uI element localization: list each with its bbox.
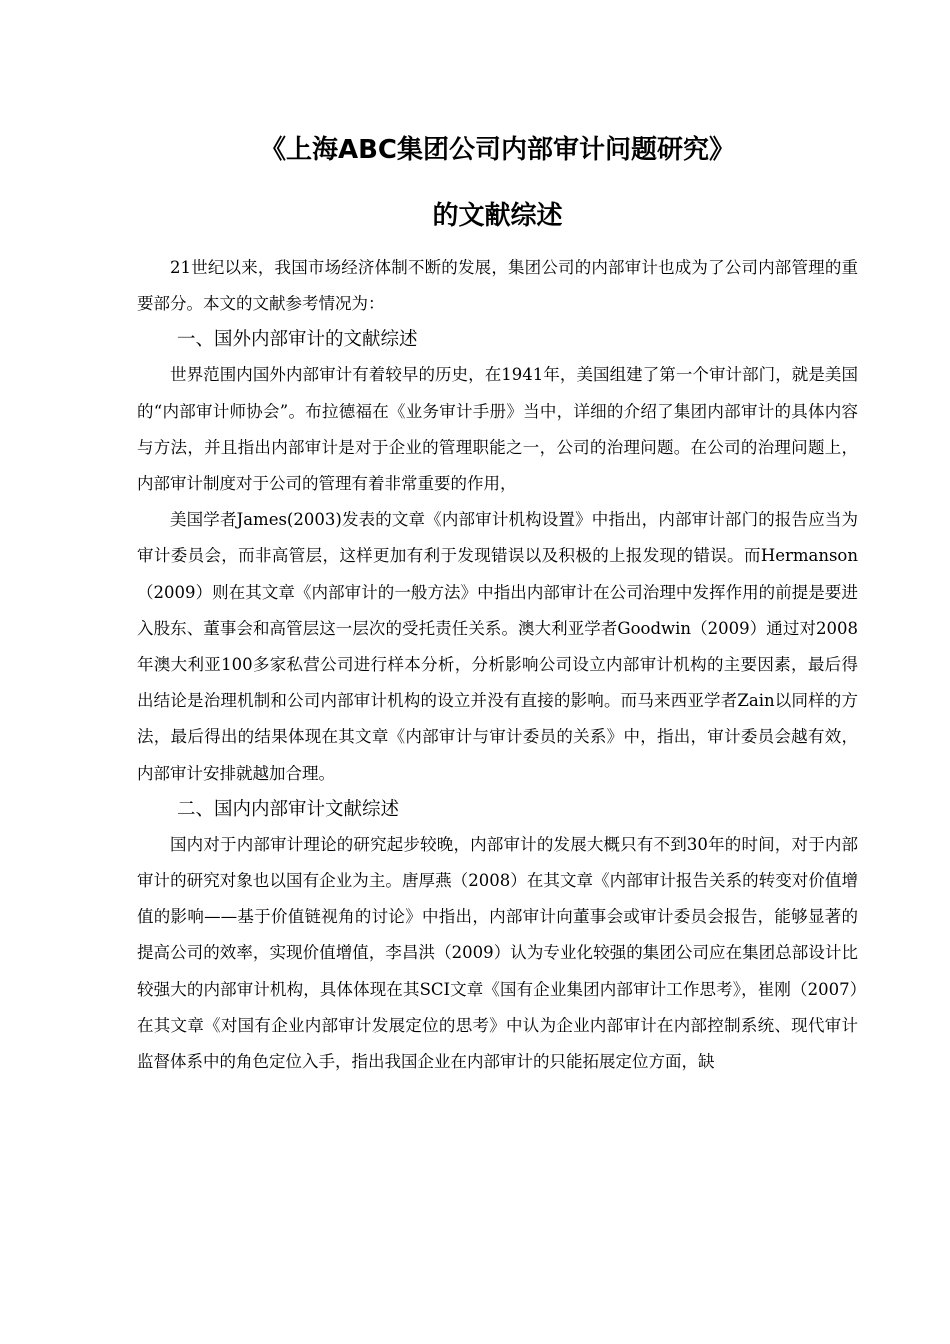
section-1-heading: 一、国外内部审计的文献综述 [177,329,418,351]
section-2-heading: 二、国内内部审计文献综述 [177,798,400,820]
intro-paragraph: 21世纪以来，我国市场经济体制不断的发展，集团公司的内部审计也成为了公司内部管理的重要部分。本文的文献参考情况为： [137,258,858,314]
section-1-paragraph-1: 世界范围内国外内部审计有着较早的历史，在1941年，美国组建了第一个审计部门，就是美国的“内部审计师协会”。布拉德福在《业务审计手册》当中，详细的介绍了集团内部审计的具体内容与方法，并且指出内部审计是对于企业的管理职能之一，公司的治理问题。在公司的治理问题上，内部审计制度对于公司的管理有着非常重要的作用， [137,365,858,494]
document-title-line-1: 《上海ABC集团公司内部审计问题研究》 [259,135,736,165]
section-2-paragraph-1: 国内对于内部审计理论的研究起步较晚，内部审计的发展大概只有不到30年的时间，对于内部审计的研究对象也以国有企业为主。唐厚燕（2008）在其文章《内部审计报告关系的转变对价值增值的影响——基于价值链视角的讨论》中指出，内部审计向董事会或审计委员会报告，能够显著的提高公司的效率，实现价值增值，李昌洪（2009）认为专业化较强的集团公司应在集团总部设计比较强大的内部审计机构，具体体现在其SCI文章《国有企业集团内部审计工作思考》，崔刚（2007）在其文章《对国有企业内部审计发展定位的思考》中认为企业内部审计在内部控制系统、现代审计监督体系中的角色定位入手，指出我国企业在内部审计的只能拓展定位方面，缺 [137,834,858,1072]
document-title-line-2: 的文献综述 [432,201,563,231]
document-page [137,128,858,1080]
section-1-paragraph-2: 美国学者James(2003)发表的文章《内部审计机构设置》中指出，内部审计部门的报告应当为审计委员会，而非高管层，这样更加有利于发现错误以及积极的上报发现的错误。而Hermanson（2009）则在其文章《内部审计的一般方法》中指出内部审计在公司治理中发挥作用的前提是要进入股东、董事会和高管层这一层次的受托责任关系。澳大利亚学者Goodwin（2009）通过对2008年澳大利亚100多家私营公司进行样本分析，分析影响公司设立内部审计机构的主要因素，最后得出结论是治理机制和公司内部审计机构的设立并没有直接的影响。而马来西亚学者Zain以同样的方法，最后得出的结果体现在其文章《内部审计与审计委员的关系》中，指出，审计委员会越有效，内部审计安排就越加合理。 [137,510,858,783]
